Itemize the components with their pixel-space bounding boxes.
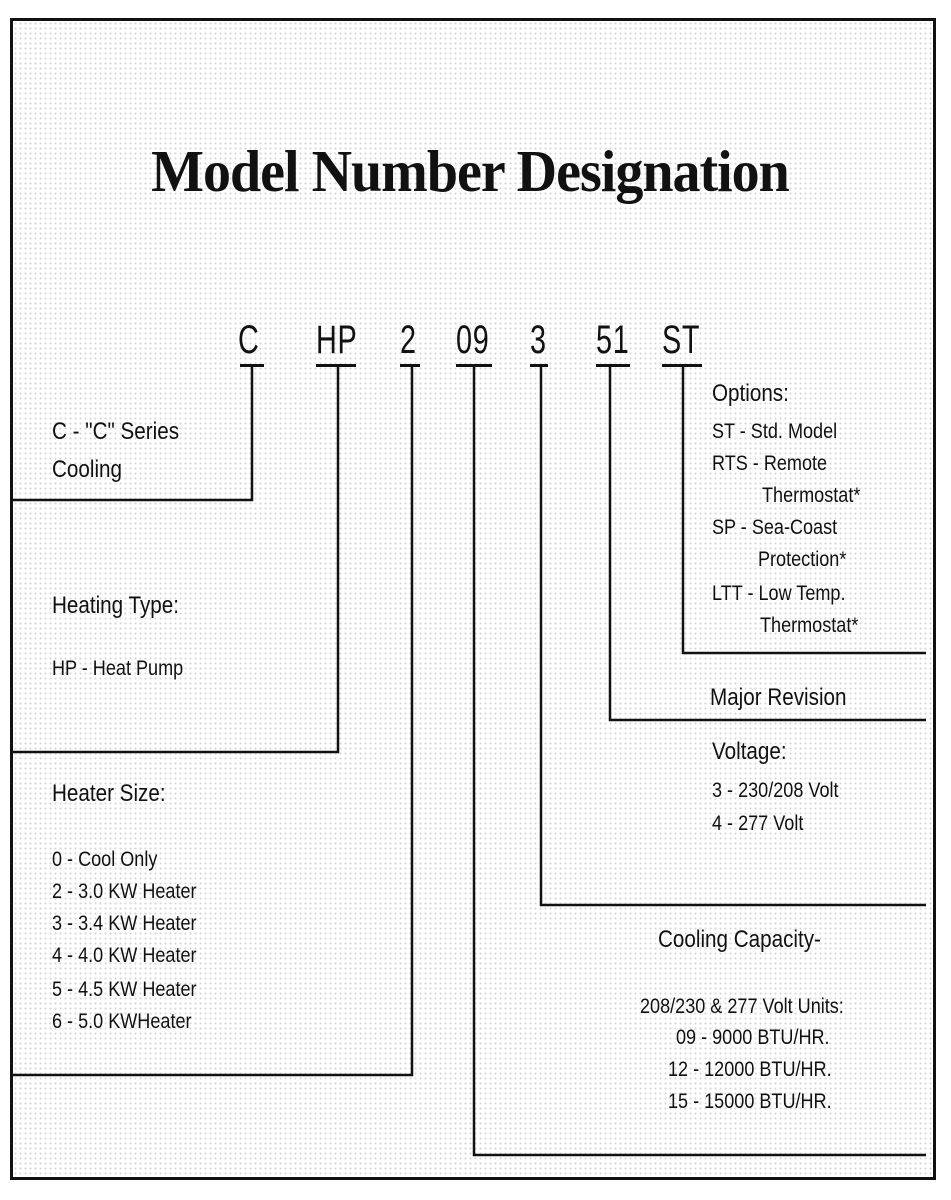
- page-title: Model Number Designation: [151, 139, 789, 205]
- options-item-1: RTS - Remote: [712, 452, 828, 475]
- options-item-3: SP - Sea-Coast: [712, 516, 838, 539]
- revision-label: Major Revision: [710, 684, 847, 711]
- options-item-0: ST - Std. Model: [712, 420, 838, 443]
- code-heater: 2: [400, 318, 417, 362]
- heater-item-2: 3 - 3.4 KW Heater: [52, 912, 197, 935]
- code-capacity: 09: [456, 318, 490, 362]
- options-item-5: LTT - Low Temp.: [712, 582, 846, 605]
- code-options: ST: [662, 318, 701, 362]
- voltage-item-0: 3 - 230/208 Volt: [712, 779, 839, 802]
- capacity-item-0: 09 - 9000 BTU/HR.: [676, 1026, 830, 1049]
- heater-item-1: 2 - 3.0 KW Heater: [52, 880, 197, 903]
- voltage-item-1: 4 - 277 Volt: [712, 812, 804, 835]
- heater-heading: Heater Size:: [52, 780, 166, 807]
- series-line-1: C - "C" Series: [52, 418, 180, 445]
- code-series: C: [238, 318, 260, 362]
- heating-item: HP - Heat Pump: [52, 657, 184, 680]
- capacity-subheading: 208/230 & 277 Volt Units:: [640, 995, 844, 1018]
- heater-item-4: 5 - 4.5 KW Heater: [52, 978, 197, 1001]
- code-heating: HP: [316, 318, 358, 362]
- code-voltage: 3: [530, 318, 547, 362]
- series-line-2: Cooling: [52, 456, 122, 483]
- heating-heading: Heating Type:: [52, 592, 179, 619]
- code-revision: 51: [596, 318, 630, 362]
- options-connector: [683, 366, 926, 653]
- capacity-item-1: 12 - 12000 BTU/HR.: [668, 1058, 832, 1081]
- options-item-6: Thermostat*: [760, 614, 859, 637]
- heater-item-3: 4 - 4.0 KW Heater: [52, 944, 197, 967]
- options-heading: Options:: [712, 380, 789, 407]
- heater-item-0: 0 - Cool Only: [52, 848, 158, 871]
- heater-item-5: 6 - 5.0 KWHeater: [52, 1010, 192, 1033]
- options-item-2: Thermostat*: [762, 484, 861, 507]
- options-item-4: Protection*: [758, 548, 847, 571]
- voltage-heading: Voltage:: [712, 738, 787, 765]
- capacity-item-2: 15 - 15000 BTU/HR.: [668, 1090, 832, 1113]
- capacity-heading: Cooling Capacity-: [658, 926, 821, 953]
